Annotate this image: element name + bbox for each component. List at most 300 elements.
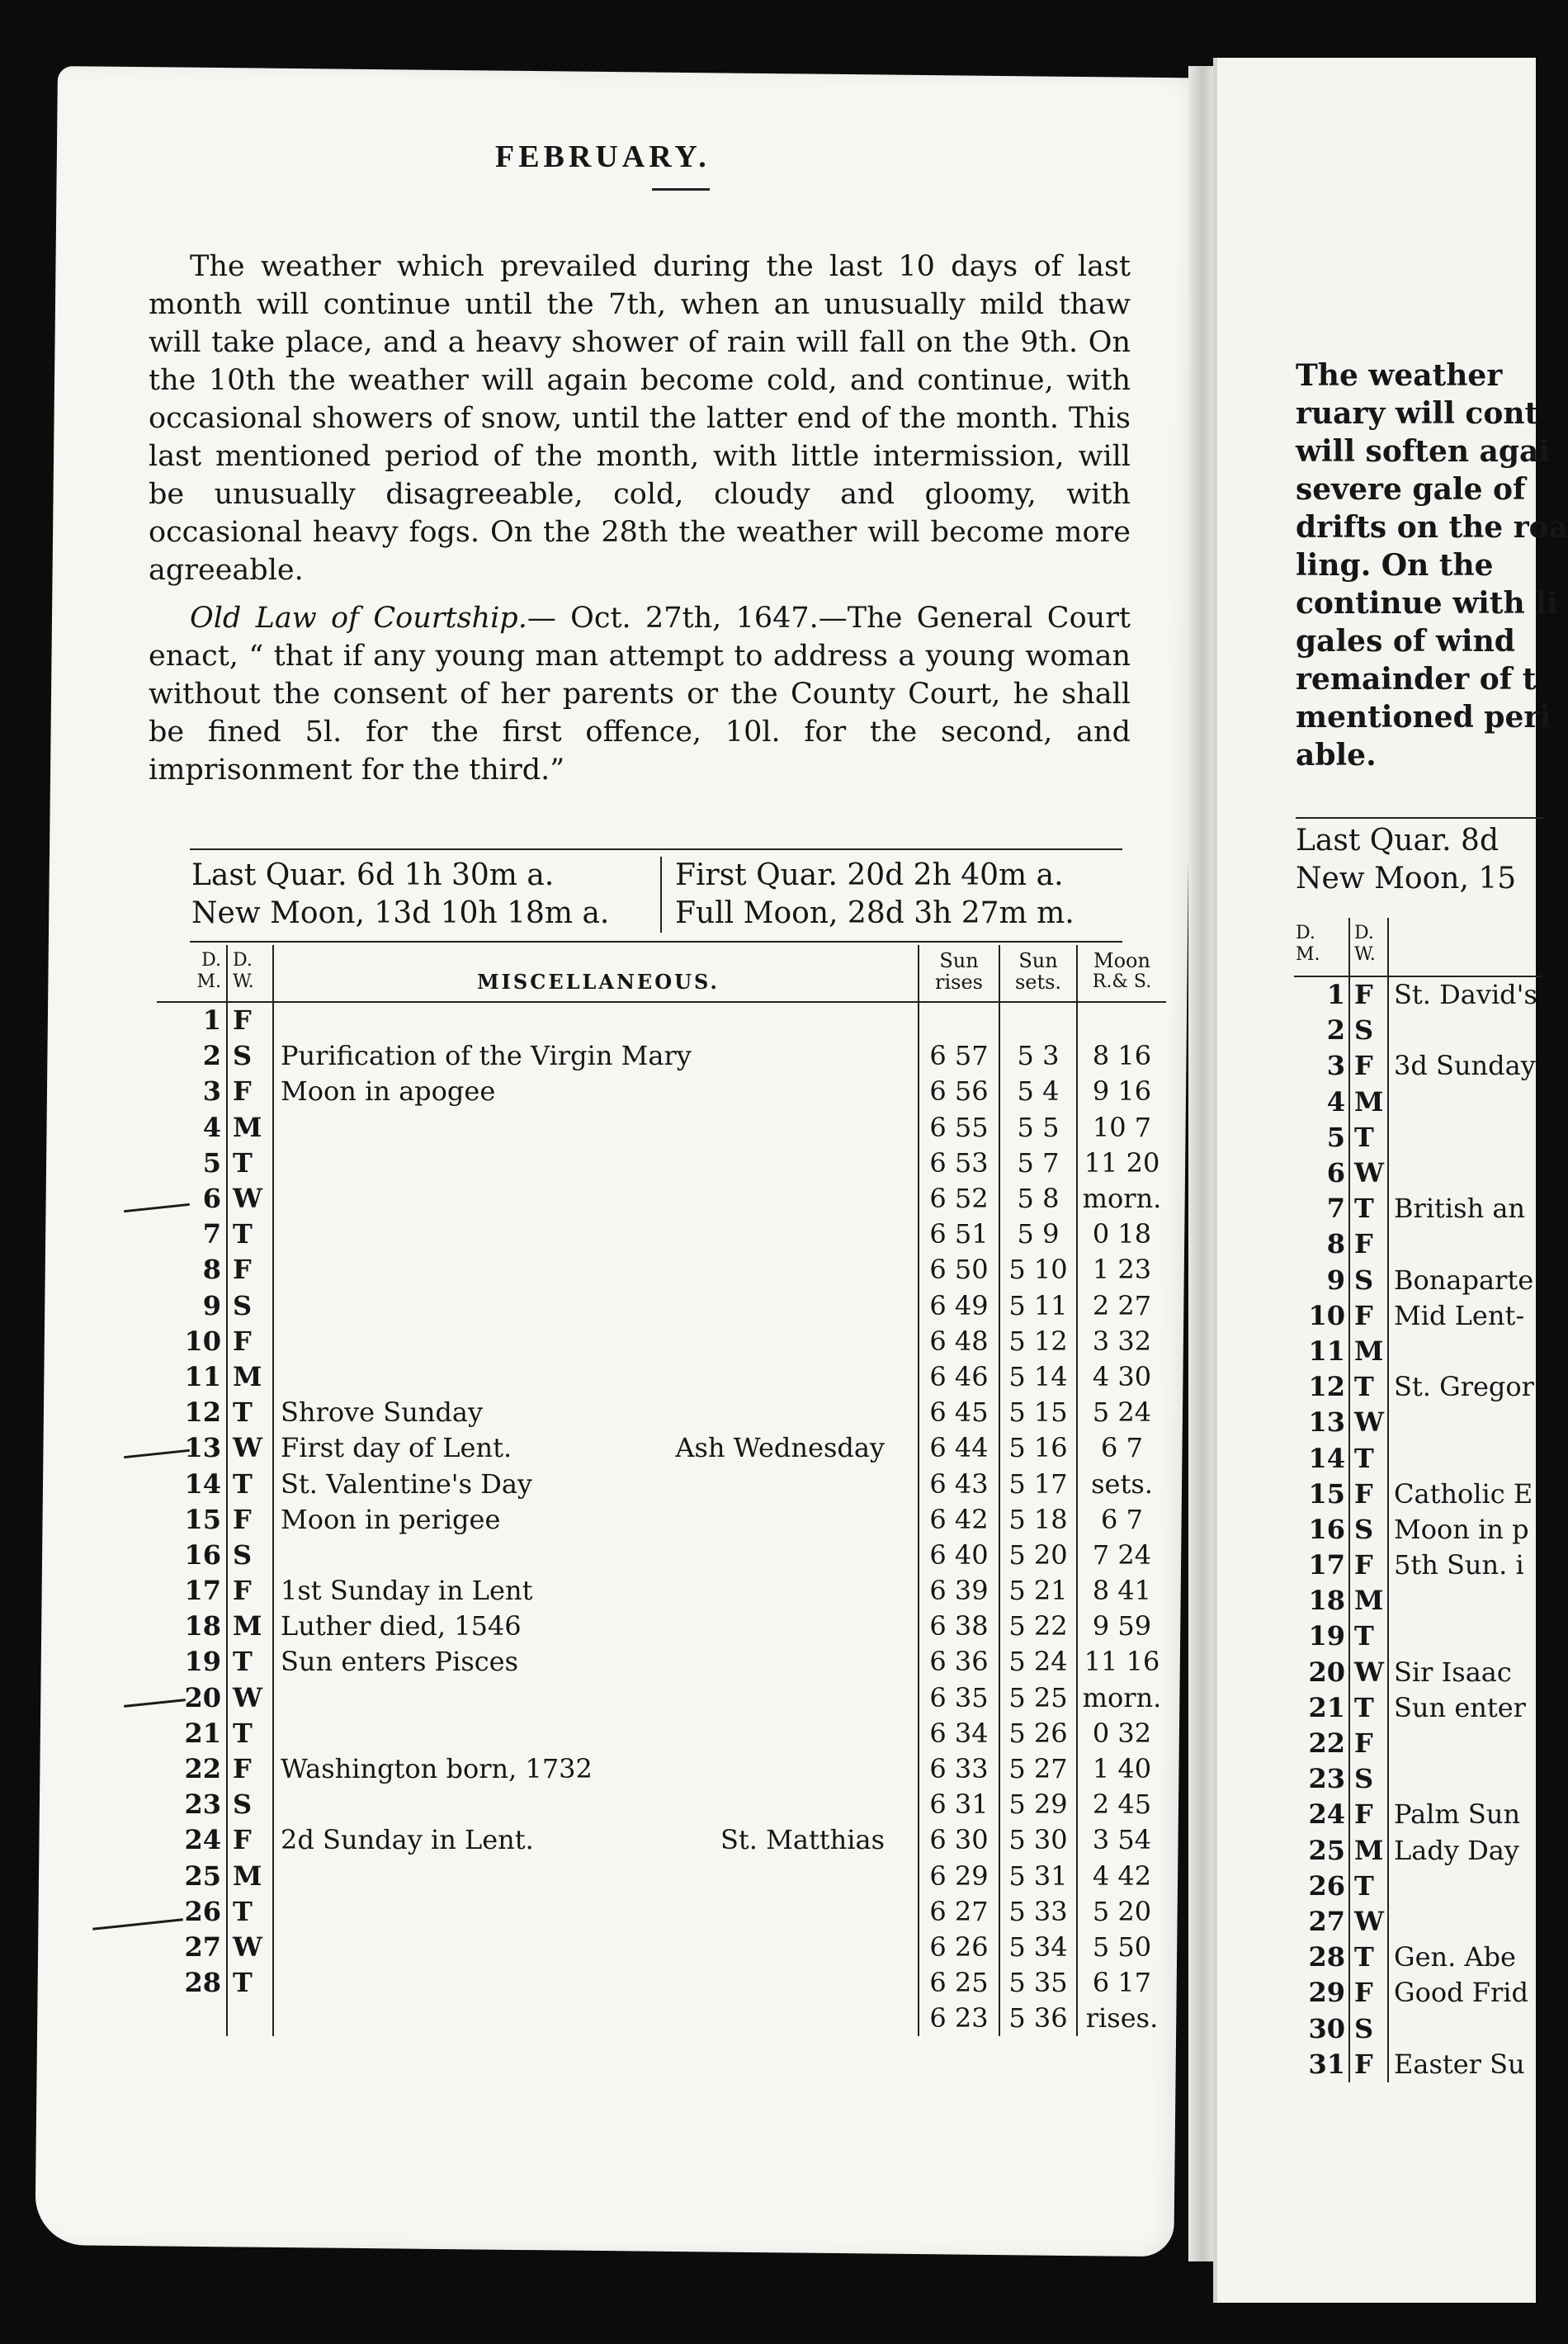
day-of-week: W bbox=[227, 1930, 273, 1965]
miscellaneous-cell bbox=[273, 1466, 919, 1501]
day-of-week: S bbox=[227, 1787, 273, 1822]
table-row bbox=[157, 1466, 1166, 1501]
sun-rises: 6 33 bbox=[919, 1751, 999, 1787]
day-of-month: 7 bbox=[202, 1218, 221, 1250]
moon-rises-sets: 3 32 bbox=[1077, 1324, 1166, 1359]
miscellaneous-cell bbox=[273, 1716, 919, 1751]
sun-sets: 5 21 bbox=[999, 1573, 1077, 1609]
right-day-of-week: F bbox=[1349, 1477, 1388, 1512]
moon-rises-sets: 5 24 bbox=[1077, 1395, 1166, 1430]
right-event: Sun enter bbox=[1394, 1691, 1526, 1723]
right-day-of-week: S bbox=[1349, 1263, 1388, 1298]
day-of-month: 16 bbox=[184, 1538, 221, 1571]
right-event: Good Frid bbox=[1394, 1977, 1528, 2009]
right-event bbox=[1388, 1761, 1542, 1797]
right-day-of-month: 20 bbox=[1308, 1656, 1345, 1688]
right-event: Palm Sun bbox=[1394, 1798, 1521, 1831]
right-event: Mid Lent- bbox=[1394, 1299, 1525, 1331]
day-of-month bbox=[157, 2001, 227, 2036]
right-day-of-week: F bbox=[1349, 1797, 1388, 1832]
day-of-week: T bbox=[227, 1965, 273, 2001]
table-row bbox=[157, 1751, 1166, 1787]
right-day-of-month: 1 bbox=[1326, 979, 1345, 1011]
event-text: 2d Sunday in Lent. bbox=[281, 1824, 534, 1856]
right-day-of-week: M bbox=[1349, 1583, 1388, 1619]
moon-rises-sets: 6 17 bbox=[1077, 1965, 1166, 2001]
right-table-row bbox=[1294, 1512, 1542, 1548]
day-of-month: 21 bbox=[184, 1717, 221, 1749]
right-day-of-week: S bbox=[1349, 1013, 1388, 1048]
sun-rises: 6 45 bbox=[919, 1395, 999, 1430]
right-day-of-month: 4 bbox=[1326, 1085, 1345, 1118]
right-day-of-week: T bbox=[1349, 1191, 1388, 1226]
moon-rises-sets: sets. bbox=[1077, 1466, 1166, 1501]
table-row bbox=[157, 1359, 1166, 1395]
right-text-line: ruary will cont bbox=[1296, 396, 1539, 431]
right-header-dm-top: D. bbox=[1296, 923, 1315, 943]
right-text-line: able. bbox=[1296, 738, 1377, 773]
right-phase-line: New Moon, 15 bbox=[1296, 862, 1517, 896]
table-row bbox=[157, 1822, 1166, 1858]
sun-sets: 5 25 bbox=[999, 1680, 1077, 1716]
day-of-month: 5 bbox=[202, 1146, 221, 1179]
day-of-month: 22 bbox=[184, 1753, 221, 1785]
header-miscellaneous: MISCELLANEOUS. bbox=[273, 945, 919, 1002]
sun-sets: 5 29 bbox=[999, 1787, 1077, 1822]
day-of-week: F bbox=[227, 1002, 273, 1038]
right-day-of-month: 2 bbox=[1326, 1014, 1345, 1047]
event-text: Sun enters Pisces bbox=[281, 1646, 519, 1678]
right-day-of-week: F bbox=[1349, 1226, 1388, 1262]
header-moon-top: Moon bbox=[1093, 949, 1150, 972]
right-table-row bbox=[1294, 1655, 1542, 1690]
right-day-of-month: 18 bbox=[1308, 1585, 1345, 1617]
sun-rises: 6 43 bbox=[919, 1466, 999, 1501]
right-header-dw-bottom: W. bbox=[1354, 944, 1376, 965]
day-of-month: 12 bbox=[184, 1396, 221, 1429]
right-header-dm bbox=[1294, 918, 1349, 976]
right-table-row bbox=[1294, 1120, 1542, 1155]
right-day-of-month: 21 bbox=[1308, 1691, 1345, 1723]
header-ss-bottom: sets. bbox=[1014, 971, 1062, 994]
book-gutter bbox=[1188, 66, 1216, 2261]
right-table-row bbox=[1294, 1761, 1542, 1797]
sun-sets: 5 34 bbox=[999, 1930, 1077, 1965]
day-of-month: 2 bbox=[202, 1040, 221, 1072]
day-of-week: T bbox=[227, 1716, 273, 1751]
miscellaneous-cell bbox=[273, 1680, 919, 1716]
header-dm-bottom: M. bbox=[196, 971, 221, 992]
day-of-month: 4 bbox=[202, 1111, 221, 1143]
right-day-of-week: F bbox=[1349, 1298, 1388, 1334]
miscellaneous-cell bbox=[273, 1787, 919, 1822]
right-table-row bbox=[1294, 1191, 1542, 1226]
sun-rises: 6 31 bbox=[919, 1787, 999, 1822]
day-of-month: 11 bbox=[184, 1360, 221, 1392]
header-dm-top: D. bbox=[201, 950, 221, 971]
moon-rises-sets: 1 23 bbox=[1077, 1252, 1166, 1288]
right-calendar-table bbox=[1294, 918, 1542, 2082]
right-event bbox=[1388, 1405, 1542, 1440]
right-table-row bbox=[1294, 2047, 1542, 2082]
right-table-row bbox=[1294, 1334, 1542, 1369]
moon-rises-sets: 0 32 bbox=[1077, 1716, 1166, 1751]
sun-rises: 6 56 bbox=[919, 1074, 999, 1109]
header-sr-top: Sun bbox=[939, 949, 979, 972]
right-table-row bbox=[1294, 1726, 1542, 1761]
sun-sets: 5 33 bbox=[999, 1894, 1077, 1930]
miscellaneous-cell bbox=[273, 1217, 919, 1252]
sun-rises: 6 50 bbox=[919, 1252, 999, 1288]
right-text-line: drifts on the roa bbox=[1296, 510, 1568, 545]
sun-rises: 6 35 bbox=[919, 1680, 999, 1716]
sun-rises: 6 23 bbox=[919, 2001, 999, 2036]
sun-rises: 6 25 bbox=[919, 1965, 999, 2001]
day-of-week: F bbox=[227, 1074, 273, 1109]
moon-rises-sets: 4 42 bbox=[1077, 1859, 1166, 1894]
event-text: Moon in apogee bbox=[281, 1075, 496, 1108]
day-of-week: T bbox=[227, 1894, 273, 1930]
sun-rises: 6 52 bbox=[919, 1181, 999, 1217]
day-of-month: 28 bbox=[184, 1967, 221, 1999]
day-of-week bbox=[227, 2001, 273, 2036]
moon-rises-sets: 8 41 bbox=[1077, 1573, 1166, 1609]
right-event bbox=[1388, 1619, 1542, 1654]
table-row bbox=[157, 1609, 1166, 1644]
table-row bbox=[157, 1965, 1166, 2001]
right-page-text bbox=[1296, 357, 1568, 774]
right-day-of-month: 27 bbox=[1308, 1905, 1345, 1937]
moon-rises-sets: 6 7 bbox=[1077, 1430, 1166, 1466]
moon-rises-sets: morn. bbox=[1077, 1680, 1166, 1716]
courtship-text: — Oct. 27th, 1647.—The General Court enact, “ that if any young man attempt to address a young woman without the consent of her parents or the County Court, he shall be fined 5l. for the first offence, 10l. for the second, and imprisonment for the third.” bbox=[149, 602, 1131, 787]
right-table-row bbox=[1294, 1690, 1542, 1726]
right-day-of-month: 7 bbox=[1326, 1193, 1345, 1225]
sun-sets: 5 4 bbox=[999, 1074, 1077, 1109]
event-text: Purification of the Virgin Mary bbox=[281, 1040, 692, 1072]
day-of-week: F bbox=[227, 1822, 273, 1858]
moon-rises-sets: 2 45 bbox=[1077, 1787, 1166, 1822]
sun-sets: 5 27 bbox=[999, 1751, 1077, 1787]
last-quarter: Last Quar. 6d 1h 30m a. bbox=[191, 858, 555, 892]
sun-rises: 6 38 bbox=[919, 1609, 999, 1644]
table-row bbox=[157, 2001, 1166, 2036]
right-event: Easter Su bbox=[1394, 2048, 1525, 2080]
weather-paragraph: The weather which prevailed during the last 10 days of last month will continue until the 7th, when an unusually mild thaw will take place, and a heavy shower of rain will fall on the 9th. On the 10th the weather will again become cold, and continue, with occasional showers of snow, until the latter end of the month. This last mentioned period of the month, with little intermission, will be unusually disagreeable, cold, cloudy and gloomy, with occasional heavy fogs. On the 28th the weather will become more agreeable. bbox=[149, 250, 1131, 587]
right-day-of-week: T bbox=[1349, 1120, 1388, 1155]
miscellaneous-cell bbox=[273, 1894, 919, 1930]
right-table-row bbox=[1294, 976, 1542, 1013]
right-event bbox=[1388, 1120, 1542, 1155]
right-text-line: continue with li bbox=[1296, 586, 1558, 621]
sun-rises: 6 48 bbox=[919, 1324, 999, 1359]
table-row bbox=[157, 1430, 1166, 1466]
right-event: British an bbox=[1394, 1193, 1526, 1225]
day-of-week: S bbox=[227, 1538, 273, 1573]
day-of-month: 18 bbox=[184, 1610, 221, 1642]
right-day-of-week: T bbox=[1349, 1869, 1388, 1904]
sun-sets: 5 24 bbox=[999, 1644, 1077, 1680]
right-event bbox=[1388, 1904, 1542, 1940]
right-table-row bbox=[1294, 1263, 1542, 1298]
page-title: FEBRUARY. bbox=[495, 139, 711, 174]
first-quarter: First Quar. 20d 2h 40m a. bbox=[675, 858, 1064, 892]
sun-sets: 5 36 bbox=[999, 2001, 1077, 2036]
sun-rises: 6 36 bbox=[919, 1644, 999, 1680]
sun-rises: 6 53 bbox=[919, 1146, 999, 1181]
right-day-of-week: F bbox=[1349, 1975, 1388, 2011]
right-event: St. David's bbox=[1394, 979, 1537, 1011]
event-text: First day of Lent. bbox=[281, 1432, 512, 1464]
miscellaneous-cell bbox=[273, 1110, 919, 1146]
right-table-row bbox=[1294, 1583, 1542, 1619]
moon-rises-sets: 11 20 bbox=[1077, 1146, 1166, 1181]
right-table-row bbox=[1294, 1833, 1542, 1869]
right-event: St. Gregor bbox=[1394, 1371, 1534, 1403]
right-day-of-week: S bbox=[1349, 1512, 1388, 1548]
right-day-of-week: W bbox=[1349, 1155, 1388, 1191]
day-of-week: M bbox=[227, 1859, 273, 1894]
moon-rises-sets: 6 7 bbox=[1077, 1502, 1166, 1538]
event-text: Moon in perigee bbox=[281, 1503, 501, 1535]
day-of-month: 9 bbox=[202, 1289, 221, 1321]
table-row bbox=[157, 1894, 1166, 1930]
right-day-of-month: 26 bbox=[1308, 1869, 1345, 1902]
right-day-of-month: 29 bbox=[1308, 1977, 1345, 2009]
right-day-of-week: M bbox=[1349, 1334, 1388, 1369]
new-moon: New Moon, 13d 10h 18m a. bbox=[191, 896, 610, 930]
right-table-row bbox=[1294, 1940, 1542, 1975]
right-event bbox=[1388, 1726, 1542, 1761]
event-text: Luther died, 1546 bbox=[281, 1610, 522, 1642]
miscellaneous-cell bbox=[273, 1859, 919, 1894]
sun-rises: 6 27 bbox=[919, 1894, 999, 1930]
table-row bbox=[157, 1252, 1166, 1288]
right-table-row bbox=[1294, 1405, 1542, 1440]
table-row bbox=[157, 1038, 1166, 1074]
miscellaneous-cell bbox=[273, 1252, 919, 1288]
courtship-title: Old Law of Courtship. bbox=[190, 602, 527, 635]
right-event bbox=[1388, 1013, 1542, 1048]
right-day-of-month: 8 bbox=[1326, 1228, 1345, 1260]
day-of-week: W bbox=[227, 1680, 273, 1716]
table-row bbox=[157, 1110, 1166, 1146]
right-event bbox=[1388, 1334, 1542, 1369]
day-of-month: 15 bbox=[184, 1503, 221, 1535]
right-day-of-week: S bbox=[1349, 2011, 1388, 2046]
right-phase-line: Last Quar. 8d bbox=[1296, 824, 1500, 858]
table-row bbox=[157, 1930, 1166, 1965]
right-table-row bbox=[1294, 1440, 1542, 1476]
right-day-of-week: T bbox=[1349, 1619, 1388, 1654]
moon-rises-sets: 9 16 bbox=[1077, 1074, 1166, 1109]
right-table-row bbox=[1294, 1975, 1542, 2011]
right-day-of-month: 13 bbox=[1308, 1406, 1345, 1439]
table-row bbox=[157, 1395, 1166, 1430]
title-rule bbox=[652, 188, 710, 191]
moon-phases-box bbox=[190, 848, 1122, 943]
miscellaneous-cell bbox=[273, 2001, 919, 2036]
right-text-line: remainder of t bbox=[1296, 662, 1537, 697]
right-event bbox=[1388, 2011, 1542, 2046]
right-event: Catholic E bbox=[1394, 1477, 1533, 1510]
sun-rises: 6 39 bbox=[919, 1573, 999, 1609]
table-row bbox=[157, 1716, 1166, 1751]
day-of-week: T bbox=[227, 1644, 273, 1680]
day-of-month: 26 bbox=[184, 1895, 221, 1927]
day-of-week: S bbox=[227, 1288, 273, 1324]
day-of-month: 20 bbox=[184, 1681, 221, 1713]
right-table-row bbox=[1294, 1797, 1542, 1832]
sun-sets: 5 22 bbox=[999, 1609, 1077, 1644]
right-day-of-month: 24 bbox=[1308, 1798, 1345, 1831]
miscellaneous-cell bbox=[273, 1822, 919, 1858]
event-text: Washington born, 1732 bbox=[281, 1753, 593, 1785]
right-table-row bbox=[1294, 1085, 1542, 1120]
day-of-month: 19 bbox=[184, 1646, 221, 1678]
table-row bbox=[157, 1288, 1166, 1324]
right-event bbox=[1388, 1155, 1542, 1191]
moon-rises-sets: 4 30 bbox=[1077, 1359, 1166, 1395]
right-text-line: will soften agai bbox=[1296, 434, 1551, 469]
sun-sets: 5 11 bbox=[999, 1288, 1077, 1324]
right-day-of-month: 17 bbox=[1308, 1549, 1345, 1581]
sun-sets: 5 35 bbox=[999, 1965, 1077, 2001]
day-of-month: 17 bbox=[184, 1575, 221, 1607]
day-of-month: 14 bbox=[184, 1467, 221, 1500]
table-row bbox=[157, 1644, 1166, 1680]
right-table-row bbox=[1294, 1369, 1542, 1405]
sun-rises: 6 40 bbox=[919, 1538, 999, 1573]
header-day-of-week bbox=[227, 945, 273, 1002]
right-day-of-month: 12 bbox=[1308, 1371, 1345, 1403]
right-day-of-month: 14 bbox=[1308, 1442, 1345, 1474]
moon-phases-right bbox=[660, 857, 1074, 933]
day-of-month: 24 bbox=[184, 1824, 221, 1856]
sun-rises bbox=[919, 1002, 999, 1038]
right-day-of-week: T bbox=[1349, 1369, 1388, 1405]
right-day-of-month: 6 bbox=[1326, 1157, 1345, 1189]
day-of-month: 10 bbox=[184, 1325, 221, 1357]
right-day-of-week: W bbox=[1349, 1904, 1388, 1940]
day-of-month: 1 bbox=[202, 1004, 221, 1037]
table-row bbox=[157, 1002, 1166, 1038]
moon-phases-left bbox=[191, 857, 609, 933]
right-table-row bbox=[1294, 1048, 1542, 1084]
moon-rises-sets: 8 16 bbox=[1077, 1038, 1166, 1074]
day-of-month: 8 bbox=[202, 1254, 221, 1286]
sun-rises: 6 42 bbox=[919, 1502, 999, 1538]
header-moon-bottom: R.& S. bbox=[1092, 971, 1152, 992]
miscellaneous-cell bbox=[273, 1181, 919, 1217]
day-of-week: F bbox=[227, 1324, 273, 1359]
moon-rises-sets: 7 24 bbox=[1077, 1538, 1166, 1573]
right-day-of-week: T bbox=[1349, 1690, 1388, 1726]
right-header-dm-bottom: M. bbox=[1296, 944, 1320, 965]
table-row bbox=[157, 1146, 1166, 1181]
day-of-month: 3 bbox=[202, 1075, 221, 1108]
moon-rises-sets: 1 40 bbox=[1077, 1751, 1166, 1787]
day-of-week: W bbox=[227, 1430, 273, 1466]
moon-rises-sets: 10 7 bbox=[1077, 1110, 1166, 1146]
miscellaneous-cell bbox=[273, 1002, 919, 1038]
moon-rises-sets: 3 54 bbox=[1077, 1822, 1166, 1858]
table-row bbox=[157, 1573, 1166, 1609]
right-day-of-week: W bbox=[1349, 1655, 1388, 1690]
sun-sets: 5 3 bbox=[999, 1038, 1077, 1074]
miscellaneous-cell bbox=[273, 1038, 919, 1074]
right-day-of-week: M bbox=[1349, 1085, 1388, 1120]
right-header-events bbox=[1388, 918, 1542, 976]
right-table-row bbox=[1294, 1298, 1542, 1334]
sun-rises: 6 51 bbox=[919, 1217, 999, 1252]
sun-rises: 6 29 bbox=[919, 1859, 999, 1894]
day-of-week: F bbox=[227, 1751, 273, 1787]
right-table-row bbox=[1294, 1155, 1542, 1191]
right-text-line: gales of wind bbox=[1296, 624, 1515, 659]
sun-sets: 5 10 bbox=[999, 1252, 1077, 1288]
sun-sets: 5 17 bbox=[999, 1466, 1077, 1501]
right-day-of-week: F bbox=[1349, 1548, 1388, 1583]
right-day-of-month: 10 bbox=[1308, 1299, 1345, 1331]
sun-rises: 6 30 bbox=[919, 1822, 999, 1858]
miscellaneous-cell bbox=[273, 1395, 919, 1430]
day-of-week: F bbox=[227, 1252, 273, 1288]
right-header-dw-top: D. bbox=[1354, 923, 1374, 943]
day-of-week: M bbox=[227, 1359, 273, 1395]
sun-rises: 6 49 bbox=[919, 1288, 999, 1324]
right-day-of-month: 30 bbox=[1308, 2012, 1345, 2044]
table-row bbox=[157, 1324, 1166, 1359]
right-table-row bbox=[1294, 1226, 1542, 1262]
right-day-of-month: 9 bbox=[1326, 1264, 1345, 1296]
header-moon bbox=[1077, 945, 1166, 1002]
table-row bbox=[157, 1181, 1166, 1217]
event-text-secondary: Ash Wednesday bbox=[675, 1432, 885, 1464]
day-of-week: M bbox=[227, 1609, 273, 1644]
right-day-of-week: F bbox=[1349, 1726, 1388, 1761]
right-event bbox=[1388, 1226, 1542, 1262]
right-table-row bbox=[1294, 1477, 1542, 1512]
right-header-dw bbox=[1349, 918, 1388, 976]
day-of-month: 27 bbox=[184, 1930, 221, 1963]
sun-sets: 5 16 bbox=[999, 1430, 1077, 1466]
moon-rises-sets: 9 59 bbox=[1077, 1609, 1166, 1644]
sun-sets: 5 18 bbox=[999, 1502, 1077, 1538]
sun-rises: 6 34 bbox=[919, 1716, 999, 1751]
sun-sets: 5 14 bbox=[999, 1359, 1077, 1395]
right-day-of-month: 15 bbox=[1308, 1477, 1345, 1510]
right-day-of-week: S bbox=[1349, 1761, 1388, 1797]
right-event bbox=[1388, 1085, 1542, 1120]
right-event: Bonaparte bbox=[1394, 1264, 1534, 1296]
right-text-line: mentioned peri bbox=[1296, 700, 1551, 735]
table-row bbox=[157, 1859, 1166, 1894]
sun-sets: 5 30 bbox=[999, 1822, 1077, 1858]
right-text-line: ling. On the bbox=[1296, 548, 1494, 583]
sun-rises: 6 46 bbox=[919, 1359, 999, 1395]
table-row bbox=[157, 1538, 1166, 1573]
right-table-header-row bbox=[1294, 918, 1542, 976]
table-row bbox=[157, 1074, 1166, 1109]
right-text-line: The weather bbox=[1296, 358, 1503, 393]
miscellaneous-cell bbox=[273, 1609, 919, 1644]
right-event: Sir Isaac bbox=[1394, 1656, 1512, 1688]
event-text-secondary: St. Matthias bbox=[720, 1824, 885, 1856]
day-of-week: F bbox=[227, 1573, 273, 1609]
right-day-of-month: 3 bbox=[1326, 1050, 1345, 1082]
right-day-of-week: M bbox=[1349, 1833, 1388, 1869]
